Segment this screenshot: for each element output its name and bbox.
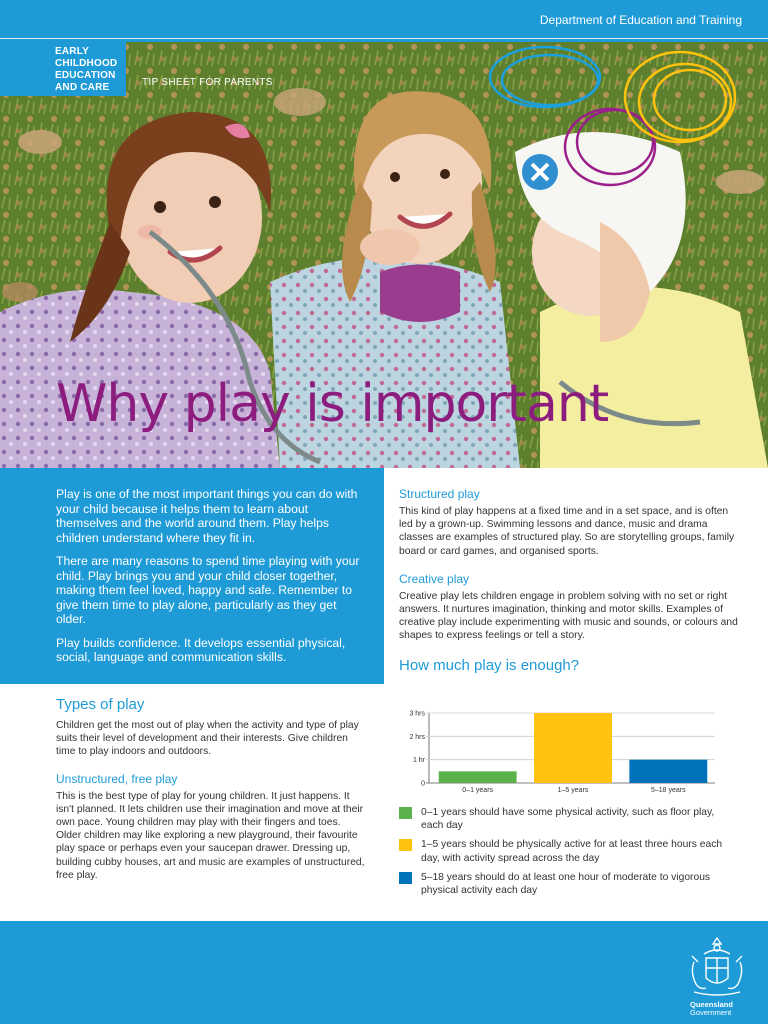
play-hours-chart <box>399 705 719 795</box>
y-tick-label: 3 hrs <box>409 710 425 718</box>
x-tick-label: 1–5 years <box>557 787 589 794</box>
top-bar <box>0 0 768 42</box>
creative-heading: Creative play <box>399 571 470 586</box>
legend-item <box>399 806 729 832</box>
types-heading: Types of play <box>56 696 145 713</box>
chart-svg <box>399 705 719 795</box>
structured-heading: Structured play <box>399 487 480 501</box>
types-of-play-section <box>56 696 368 882</box>
how-much-heading: How much play is enough? <box>399 656 580 674</box>
legend-text: 5–18 years should do at least one hour of moderate to vigorous physical activity each day <box>421 871 711 897</box>
top-rule <box>0 38 768 39</box>
y-tick-label: 1 hr <box>412 757 425 765</box>
y-tick-label: 2 hrs <box>409 733 425 741</box>
intro-box <box>0 468 384 684</box>
program-badge <box>0 42 126 96</box>
legend-item <box>399 838 729 864</box>
logo-sub: Government <box>690 1008 732 1017</box>
intro-paragraph: Play is one of the most important things you can do with your child because it helps them to learn about themselves and the world around them. Play helps children understand where they fit in. <box>56 487 358 545</box>
legend-swatch-green <box>399 807 412 819</box>
unstructured-body: This is the best type of play for young children. It just happens. It isn't planned. It lets children use their imagination and move at their own pace. Young children may play with their fingers and toes. Older children may like exploring a new playground, their favourite play space or perhaps even your saucepan drawer. Dressing up, building cubby houses, art and music are examples of unstructured, free play. <box>56 790 365 881</box>
footer-bar <box>0 921 768 1024</box>
legend-swatch-blue <box>399 872 412 884</box>
bar-1 <box>534 713 612 783</box>
legend-swatch-yellow <box>399 839 412 851</box>
bar-0 <box>439 771 517 783</box>
page-title: Why play is important <box>56 374 609 434</box>
program-line: AND CARE <box>55 82 110 93</box>
logo-word: Queensland <box>690 1000 733 1009</box>
legend-item <box>399 871 729 897</box>
tip-sheet-label: TIP SHEET FOR PARENTS <box>142 77 273 88</box>
types-body: Children get the most out of play when the activity and type of play suits their level of development and their interests. Give children time to play indoors and outdoors. <box>56 720 359 758</box>
department-name: Department of Education and Training <box>539 13 742 27</box>
intro-paragraph: There are many reasons to spend time playing with your child. Play brings you and your child closer together, making them feel loved, happy and safe. Remember to give them time to play alone, particularly as they get older. <box>56 554 360 626</box>
program-line: EARLY <box>55 46 89 57</box>
x-tick-label: 5–18 years <box>651 787 686 794</box>
x-tick-label: 0–1 years <box>462 787 494 794</box>
y-tick-label: 0 <box>421 780 425 788</box>
intro-paragraph: Play builds confidence. It develops essential physical, social, language and communication skills. <box>56 635 346 664</box>
structured-body: This kind of play happens at a fixed time and in a set space, and is often led by a grown-up. Swimming lessons and dance, music and drama classes are examples of structured play. So are storytelling groups, family board or card games, and organised sports. <box>399 506 735 557</box>
government-logo-text <box>690 1001 733 1017</box>
legend-text: 1–5 years should be physically active for at least three hours each day, with activity spread across the day <box>421 839 723 864</box>
program-line: CHILDHOOD <box>55 58 118 69</box>
unstructured-heading: Unstructured, free play <box>56 771 178 786</box>
legend-text: 0–1 years should have some physical activity, such as floor play, each day <box>421 807 715 832</box>
right-column <box>399 487 743 680</box>
creative-body: Creative play lets children engage in problem solving with no set or right answers. It nurtures imagination, thinking and motor skills. Examples of creative play include experimenting with music and sounds, or colours and shapes to express feelings or tell a story. <box>399 590 738 642</box>
bar-2 <box>629 760 707 783</box>
chart-legend <box>399 806 729 903</box>
program-line: EDUCATION <box>55 70 116 81</box>
